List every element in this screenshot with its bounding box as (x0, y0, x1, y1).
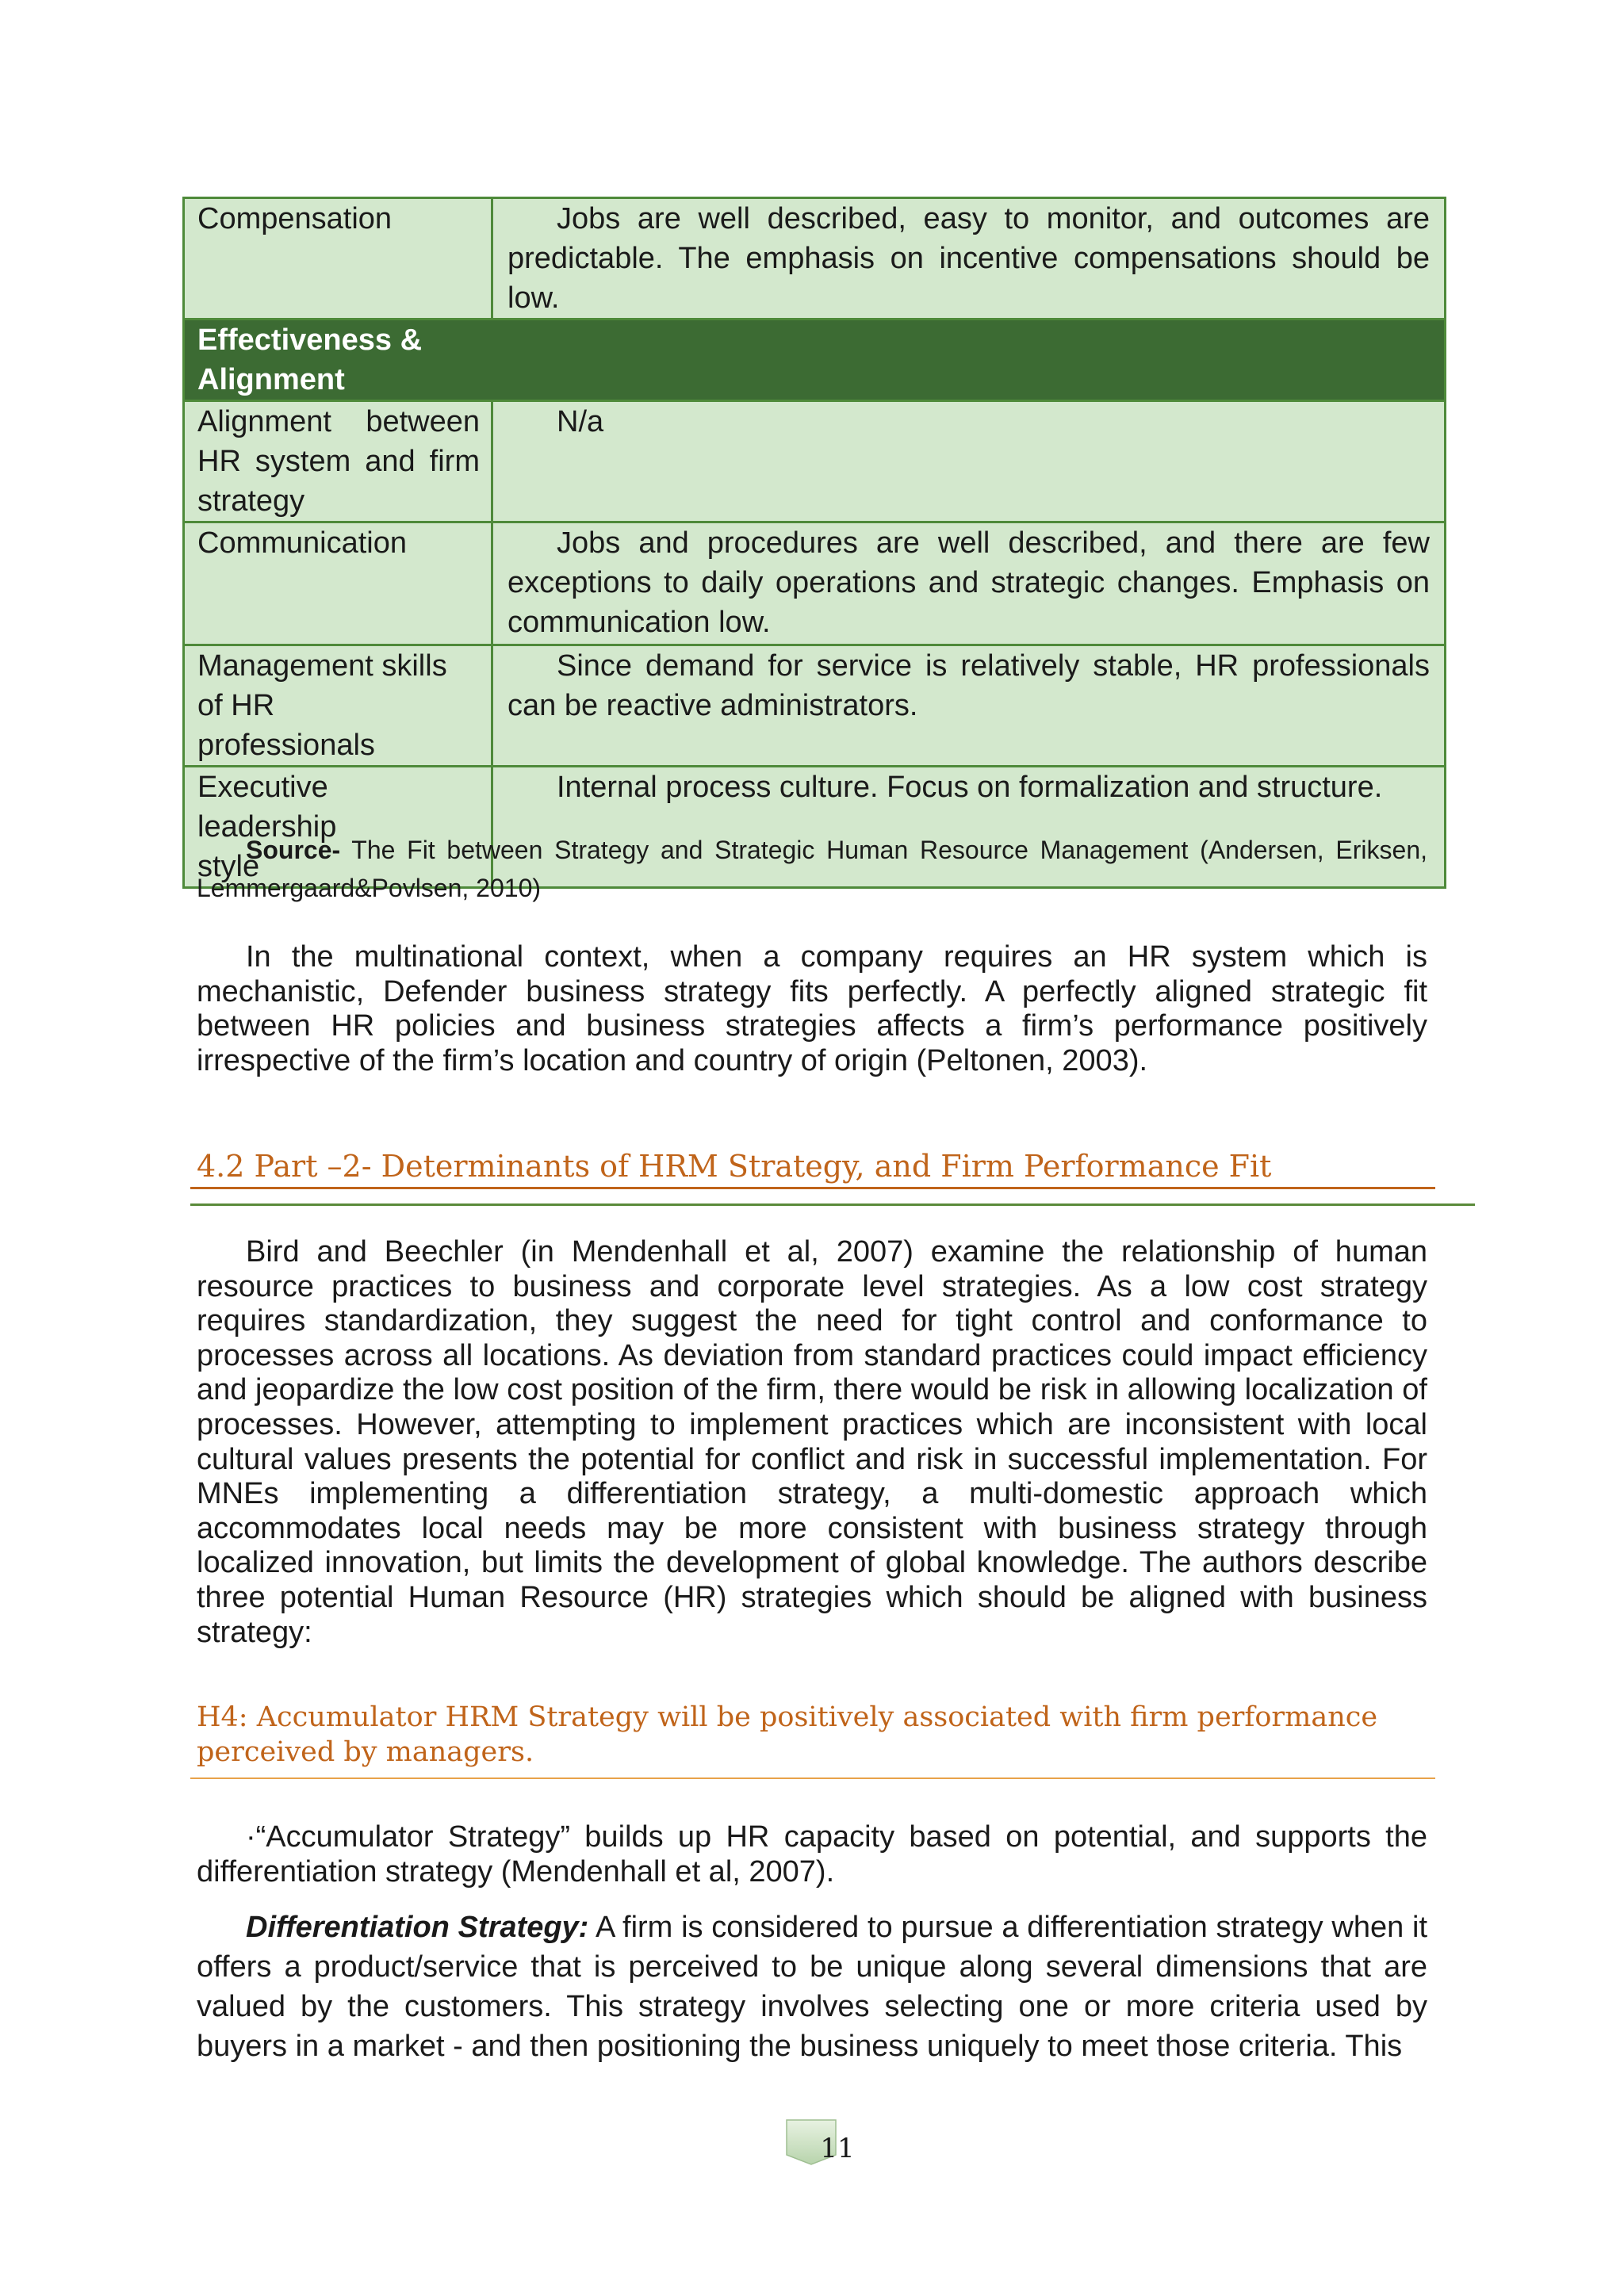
page-number: 11 (820, 2133, 855, 2164)
paragraph-bird-beechler (197, 1235, 1427, 1650)
paragraph-multinational (197, 940, 1427, 1078)
row-description-text: N/a (557, 405, 604, 438)
table-row (184, 401, 1446, 522)
heading-rule (190, 1187, 1435, 1189)
paragraph-text: ·“Accumulator Strategy” builds up HR capacity based on potential, and supports the differentiation strategy (Mendenhall et al, 2007). (197, 1820, 1427, 1888)
row-description (492, 645, 1446, 767)
heading-rule (190, 1203, 1475, 1206)
table-row (184, 645, 1446, 767)
row-label-text: Alignment between HR system and firm strategy (197, 405, 480, 518)
row-description-text: Internal process culture. Focus on formalization and structure. (557, 771, 1383, 804)
source-text: The Fit between Strategy and Strategic Human Resource Management (Andersen, Eriksen, Lemmergaard&Povlsen, 2010) (197, 836, 1427, 902)
paragraph-text: In the multinational context, when a company requires an HR system which is mechanistic, Defender business strategy fits perfectly. A perfectly aligned strategic fit between HR policies and business strategies affects a firm’s performance positively irrespective of the firm’s location and country of origin (Peltonen, 2003). (197, 940, 1427, 1077)
heading-rule (190, 1777, 1435, 1779)
row-label (184, 645, 492, 767)
section-heading: 4.2 Part –2- Determinants of HRM Strategy, and Firm Performance Fit (197, 1149, 1272, 1184)
hypothesis-heading: H4: Accumulator HRM Strategy will be positively associated with firm performance perceived by managers. (197, 1701, 1378, 1768)
paragraph-text: A firm is considered to pursue a differentiation strategy when it offers a product/service that is perceived to be unique along several dimensions that are valued by the customers. This strategy involves selecting one or more criteria used by buyers in a market - and then positioning the business uniquely to meet those criteria. This (197, 1911, 1428, 2063)
table-row (184, 522, 1446, 645)
row-label (184, 401, 492, 522)
paragraph-differentiation (197, 1908, 1427, 2066)
section-header-text: Effectiveness & Alignment (197, 323, 423, 396)
table-section-row (184, 320, 1446, 401)
table-source-note (197, 831, 1427, 907)
row-label-text: Management skills of HR professionals (197, 649, 447, 762)
hr-strategy-table (182, 197, 1446, 889)
row-label: Communication (184, 522, 492, 645)
table-row (184, 198, 1446, 320)
paragraph-text: Bird and Beechler (in Mendenhall et al, 2007) examine the relationship of human resource practices to business and corporate level strategies. As a low cost strategy requires standardization, they suggest the need for tight control and conformance to processes across all locations. As deviation from standard practices could impact efficiency and jeopardize the low cost position of the firm, there would be risk in allowing localization of processes. However, attempting to implement practices which are inconsistent with local cultural values presents the potential for conflict and risk in successful implementation. For MNEs implementing a differentiation strategy, a multi-domestic approach which accommodates local needs may be more consistent with business strategy through localized innovation, but limits the development of global knowledge. The authors describe three potential Human Resource (HR) strategies which should be aligned with business strategy: (197, 1235, 1427, 1649)
row-description-text: Jobs are well described, easy to monitor, and outcomes are predictable. The emphasis on incentive compensations should be low. (508, 202, 1430, 315)
row-label-text: Executive leadership style (197, 771, 337, 883)
source-lead: Source- (246, 836, 341, 864)
row-description (492, 198, 1446, 320)
row-description-text: Since demand for service is relatively stable, HR professionals can be reactive administrators. (508, 649, 1430, 722)
row-description-text: Jobs and procedures are well described, and there are few exceptions to daily operations and strategic changes. Emphasis on communication low. (508, 526, 1430, 639)
row-description (492, 401, 1446, 522)
row-label: Compensation (184, 198, 492, 320)
differentiation-lead: Differentiation Strategy: (246, 1911, 589, 1944)
paragraph-accumulator (197, 1820, 1427, 1889)
section-header (184, 320, 1446, 401)
row-description (492, 522, 1446, 645)
